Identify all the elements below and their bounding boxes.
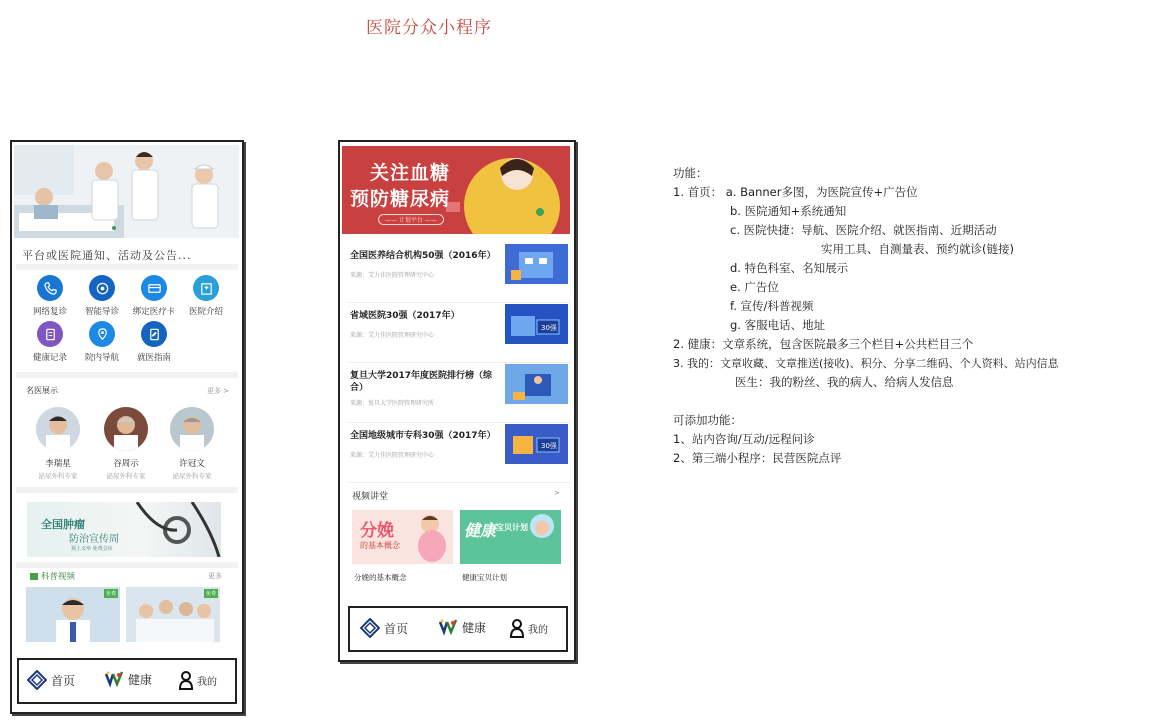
svg-text:30强: 30强	[541, 442, 557, 450]
target-icon	[89, 275, 115, 301]
notice-bar[interactable]: 平台或医院通知、活动及公告...	[22, 249, 192, 262]
home-banner-image[interactable]	[14, 145, 239, 238]
book-icon	[141, 321, 167, 347]
quick-entry-label: 就医指南	[136, 353, 171, 363]
divider	[16, 264, 238, 270]
video-card[interactable]	[460, 510, 561, 564]
page-title: 医院分众小程序	[366, 18, 492, 38]
tab-health-label: 健康	[462, 620, 487, 635]
notes-line: 3. 我的：文章收藏、文章推送(接收)、积分、分享二维码、个人资料、站内信息	[673, 357, 1059, 370]
news-source: 来源：艾力佳医院管理研究中心	[350, 272, 435, 279]
quick-entry-label: 院内导航	[84, 353, 119, 363]
notes-line: c. 医院快捷：导航、医院介绍、就医指南、近期活动	[730, 223, 997, 237]
video-section-title: 视频讲堂	[352, 492, 389, 502]
notes-line: f. 宣传/科普视频	[730, 299, 814, 313]
chevron-right-icon[interactable]: >	[554, 489, 560, 497]
tab-mine[interactable]	[179, 670, 217, 690]
news-source: 来源：复旦大学医院管理研究所	[350, 400, 435, 407]
ad-banner[interactable]	[27, 502, 221, 557]
videos-more-link[interactable]: 更多	[208, 572, 222, 580]
svg-text:30强: 30强	[541, 324, 557, 332]
notes-line: e. 广告位	[730, 280, 779, 294]
doctor-title: 泌尿外科专家	[172, 472, 212, 480]
quick-entry-guide[interactable]	[128, 321, 180, 363]
doctor-name: 许冠文	[179, 459, 205, 469]
video-caption: 健康宝贝计划	[462, 573, 507, 582]
news-thumbnail	[505, 304, 568, 344]
feature-notes	[673, 0, 1175, 720]
video-art-sub: 的基本概念	[360, 541, 400, 550]
videos-section-title	[30, 570, 75, 582]
notes-line: 实用工具、自测量表、预约就诊(链接)	[821, 242, 1014, 256]
phone-health-mockup	[338, 140, 576, 662]
health-banner-image[interactable]	[342, 146, 570, 234]
news-title: 全国医养结合机构50强（2016年）	[350, 251, 496, 261]
doctor-avatar	[36, 407, 80, 451]
quick-entry-label: 网络复诊	[32, 307, 67, 317]
ad-line-2: 防治宣传周	[69, 534, 119, 545]
ad-line-1: 全国肿瘤	[41, 518, 85, 531]
doctor-card[interactable]	[162, 407, 222, 480]
quick-entry-navigation[interactable]	[76, 321, 128, 363]
doctors-section-title: 名医展示	[26, 386, 58, 395]
tab-health-label: 健康	[128, 672, 153, 687]
video-card[interactable]	[352, 510, 453, 564]
tab-bar	[17, 658, 237, 704]
record-icon	[37, 321, 63, 347]
medical-staff-illustration	[14, 145, 239, 238]
location-icon	[89, 321, 115, 347]
video-art-title: 分娩	[360, 521, 394, 541]
doctor-title: 泌尿外科专家	[106, 472, 146, 480]
videos-title-text: 科普视频	[41, 572, 76, 582]
notes-line: 医生：我的粉丝、我的病人、给病人发信息	[735, 375, 954, 389]
divider	[16, 372, 238, 378]
user-icon	[179, 670, 193, 690]
video-tag: 免费	[205, 591, 216, 597]
notes-extra-line: 1、站内咨询/互动/远程问诊	[673, 432, 815, 446]
video-icon	[30, 573, 38, 580]
home-diamond-icon	[27, 670, 47, 690]
user-icon	[510, 618, 524, 638]
tab-mine-label: 我的	[528, 624, 548, 636]
tab-mine-label: 我的	[197, 676, 217, 688]
banner-sub: —— 计划平台 ——	[378, 214, 444, 225]
tab-health[interactable]	[438, 618, 486, 636]
ad-line-3: 预上义举 免费会诊	[71, 546, 113, 552]
doctor-card[interactable]	[28, 407, 88, 480]
news-source: 来源：艾力佳医院管理研究中心	[350, 452, 435, 459]
news-item[interactable]	[348, 422, 570, 483]
quick-entry-label: 健康记录	[32, 353, 67, 363]
tab-home[interactable]	[27, 670, 75, 690]
doctors-more-link[interactable]: 更多 >	[207, 387, 230, 395]
news-title: 省域医院30强（2017年）	[350, 311, 460, 321]
quick-entry-label: 绑定医疗卡	[132, 307, 176, 317]
card-icon	[141, 275, 167, 301]
doctor-card[interactable]	[96, 407, 156, 480]
doctor-name: 李瑞星	[45, 459, 71, 469]
quick-entry-smart-triage[interactable]	[76, 275, 128, 317]
quick-entry-hospital-intro[interactable]	[180, 275, 232, 317]
divider	[16, 562, 238, 568]
phone-home-mockup	[10, 140, 244, 714]
divider	[16, 487, 238, 493]
doctor-name: 谷周示	[113, 459, 139, 469]
home-diamond-icon	[360, 618, 380, 638]
doctor-avatar	[104, 407, 148, 451]
tab-bar	[348, 606, 568, 652]
doctor-avatar	[170, 407, 214, 451]
notes-line: d. 特色科室、名知展示	[730, 261, 849, 275]
quick-entry-label: 医院介绍	[188, 307, 223, 317]
banner-line-2: 预防糖尿病	[350, 188, 451, 210]
news-thumbnail	[505, 424, 568, 464]
notes-extra-line: 2、第三端小程序：民营医院点评	[673, 451, 842, 465]
phone-icon	[37, 275, 63, 301]
banner-line-1: 关注血糖	[370, 162, 451, 184]
tab-health[interactable]	[104, 670, 152, 688]
hospital-icon	[193, 275, 219, 301]
quick-entry-label: 智能导诊	[84, 307, 119, 317]
video-thumbnail[interactable]	[126, 587, 220, 642]
notes-extra-heading: 可添加功能：	[673, 413, 742, 427]
tab-mine[interactable]	[510, 618, 548, 638]
doctor-title: 泌尿外科专家	[38, 472, 78, 480]
quick-entry-bind-card[interactable]	[128, 275, 180, 317]
notes-line: 1. 首页： a. Banner多图，为医院宣传+广告位	[673, 185, 918, 199]
news-thumbnail	[505, 364, 568, 404]
news-thumbnail	[505, 244, 568, 284]
news-title: 复旦大学2017年度医院排行榜（综合）	[350, 371, 493, 393]
news-item[interactable]	[348, 302, 570, 363]
news-item[interactable]	[348, 242, 570, 303]
notes-heading: 功能：	[673, 166, 708, 180]
news-source: 来源：艾力佳医院管理研究中心	[350, 332, 435, 339]
video-caption: 分娩的基本概念	[354, 573, 407, 582]
notes-line: g. 客服电话、地址	[730, 318, 826, 332]
video-art-title: 健康	[464, 521, 497, 540]
tab-home-label: 首页	[51, 673, 76, 688]
news-title: 全国地级城市专科30强（2017年）	[350, 431, 496, 441]
video-thumbnail[interactable]	[26, 587, 120, 642]
tab-home[interactable]	[360, 618, 408, 638]
news-item[interactable]	[348, 362, 570, 423]
quick-entry-online-revisit[interactable]	[24, 275, 76, 317]
video-art-sub: 宝贝计划	[496, 523, 528, 532]
tab-home-label: 首页	[384, 621, 409, 636]
video-tag: 免费	[105, 591, 116, 597]
quick-entry-health-record[interactable]	[24, 321, 76, 363]
health-logo-icon	[438, 618, 458, 636]
health-logo-icon	[104, 670, 124, 688]
notes-line: 2. 健康：文章系统，包含医院最多三个栏目+公共栏目三个	[673, 337, 974, 351]
notes-line: b. 医院通知+系统通知	[730, 204, 847, 218]
